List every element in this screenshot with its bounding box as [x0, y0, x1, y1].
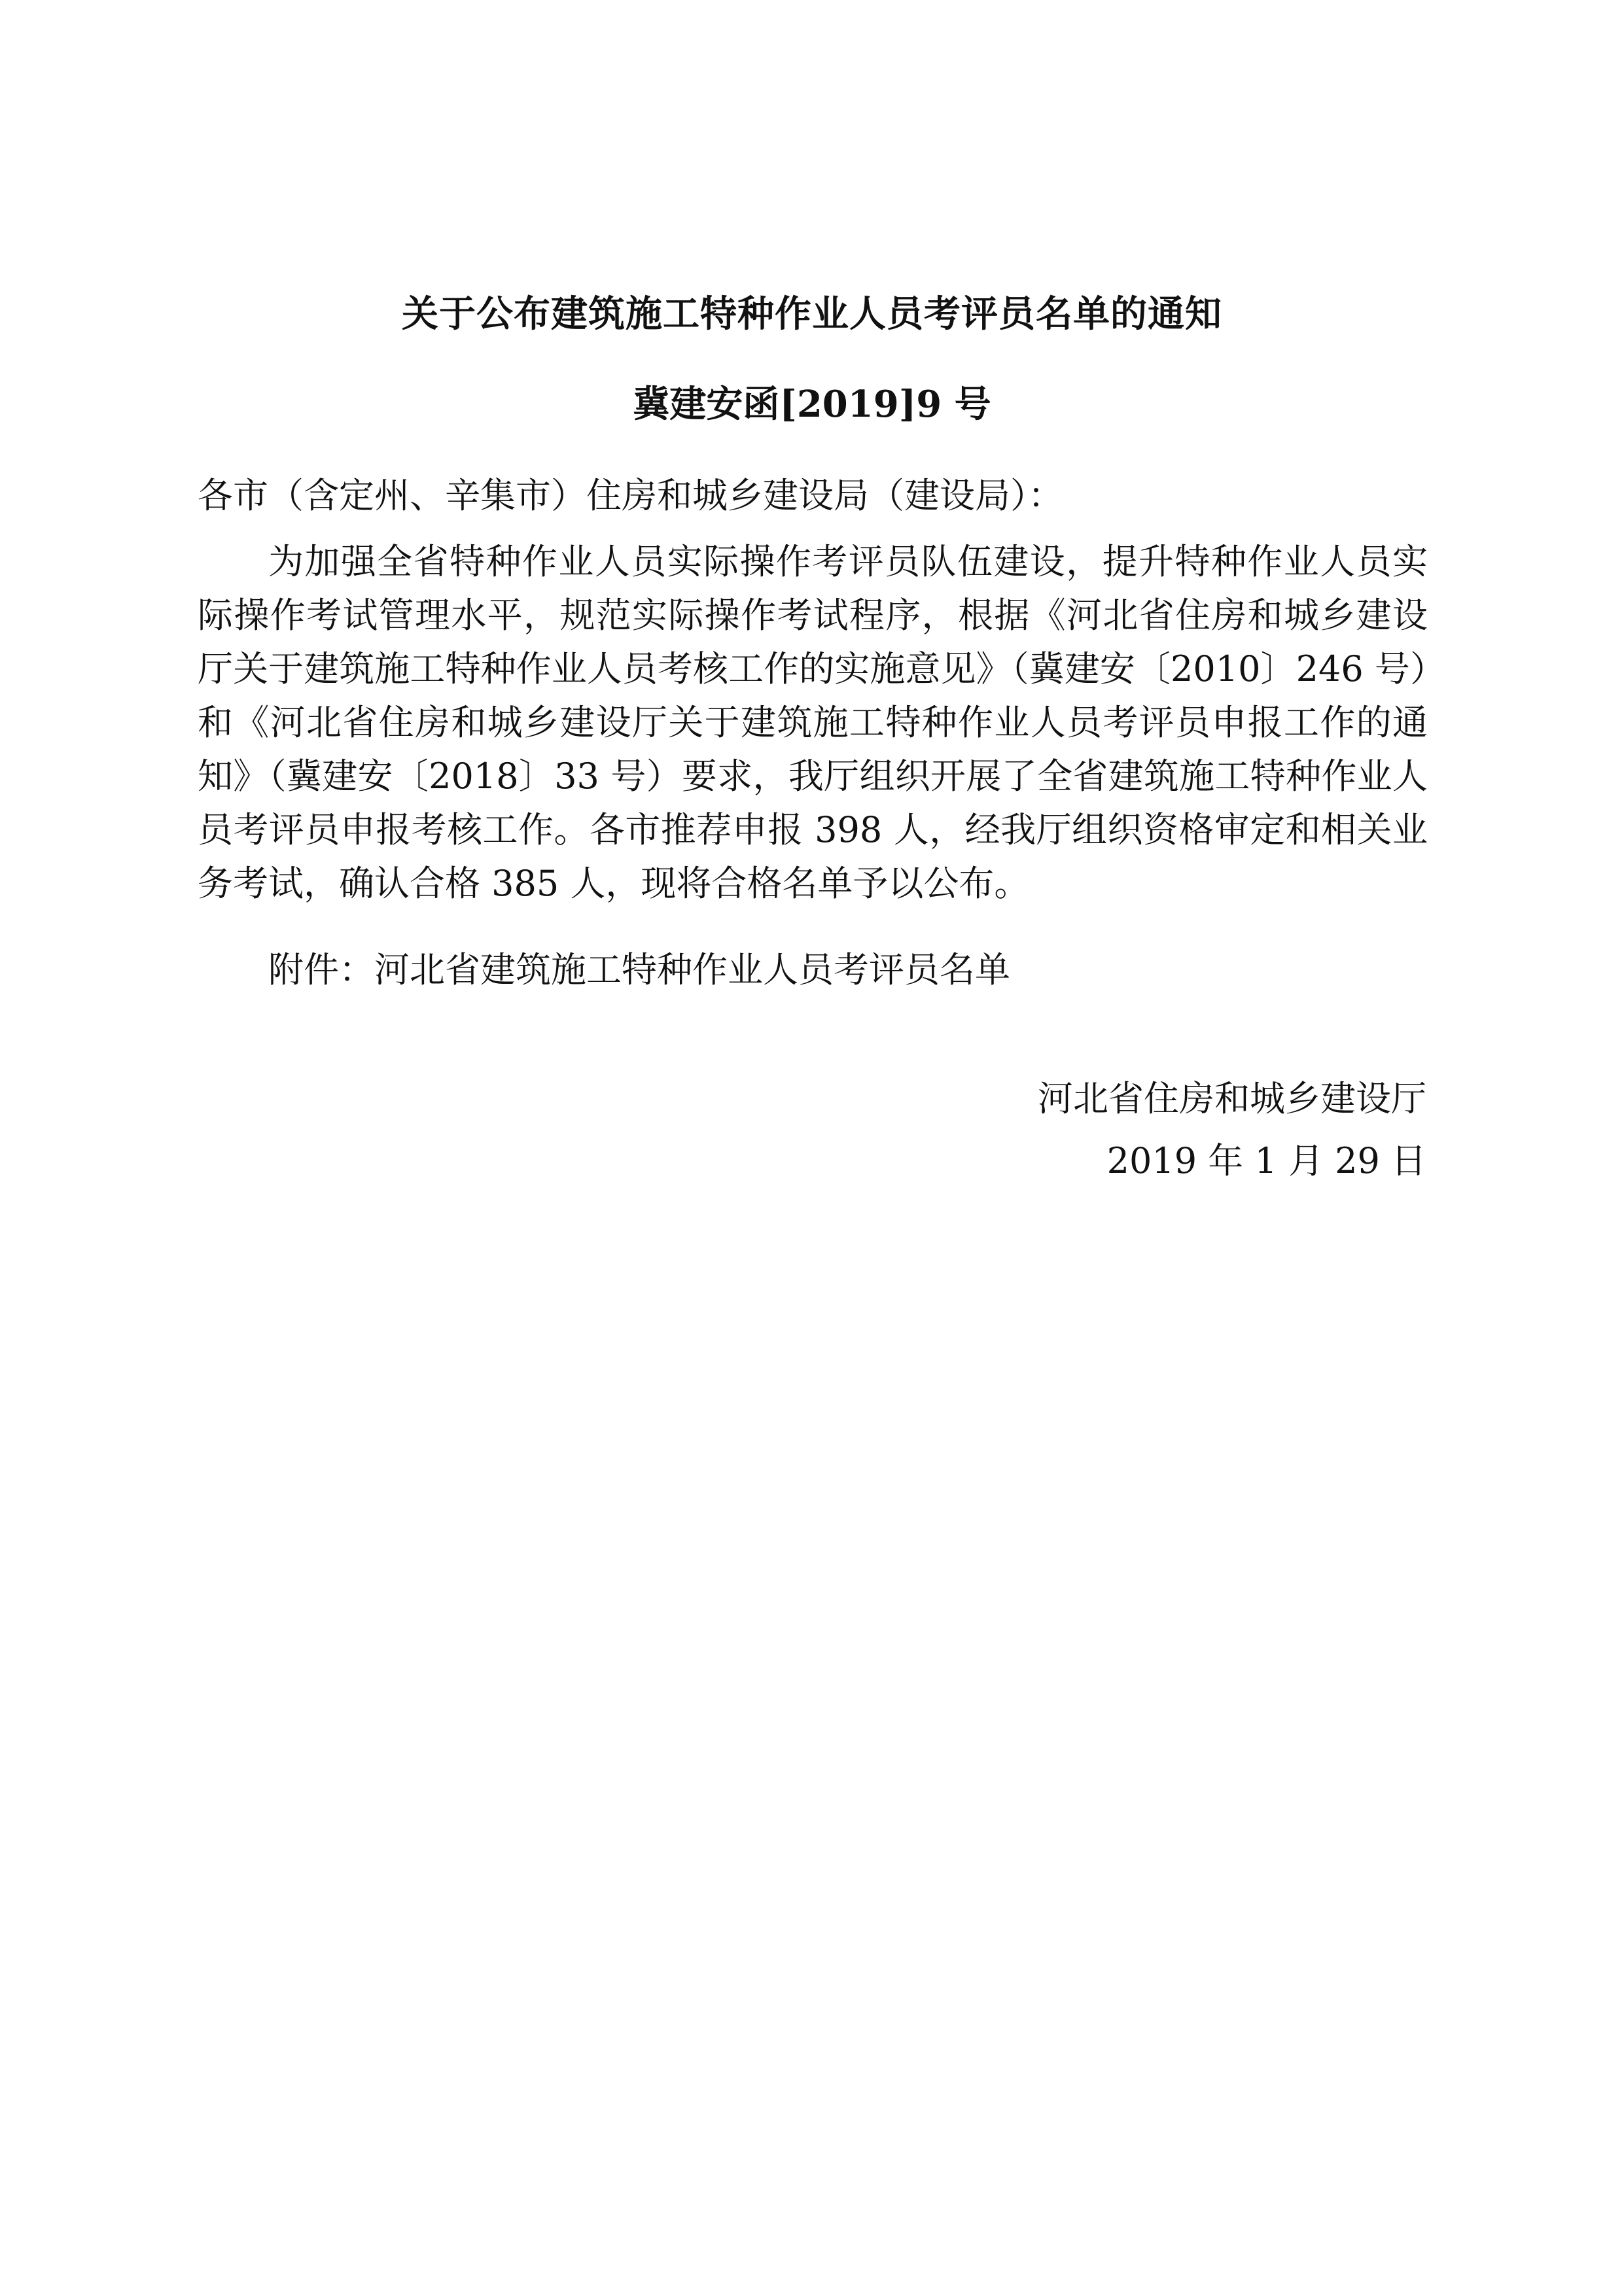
attachment-line: 附件：河北省建筑施工特种作业人员考评员名单 — [268, 949, 1010, 990]
body-paragraph: 为加强全省特种作业人员实际操作考评员队伍建设，提升特种作业人员实际操作考试管理水平，规范实际操作考试程序，根据《河北省住房和城乡建设厅关于建筑施工特种作业人员考核工作的实施意见》（冀建安〔2010〕246 号）和《河北省住房和城乡建设厅关于建筑施工特种作业人员考评员申报工作的通知》（冀建安〔2018〕33 号）要求，我厅组织开展了全省建筑施工特种作业人员考评员申报考核工作。各市推荐申报 398 人，经我厅组织资格审定和相关业务考试，确认合格 385 人，现将合格名单予以公布。 — [198, 541, 1428, 904]
issue-date: 2019 年 1 月 29 日 — [1106, 1140, 1426, 1181]
document-number: 冀建安函[2019]9 号 — [633, 383, 991, 426]
issuer-signature: 河北省住房和城乡建设厅 — [1038, 1078, 1426, 1119]
salutation: 各市（含定州、辛集市）住房和城乡建设局（建设局）： — [198, 475, 1063, 516]
document-title: 关于公布建筑施工特种作业人员考评员名单的通知 — [402, 292, 1222, 336]
